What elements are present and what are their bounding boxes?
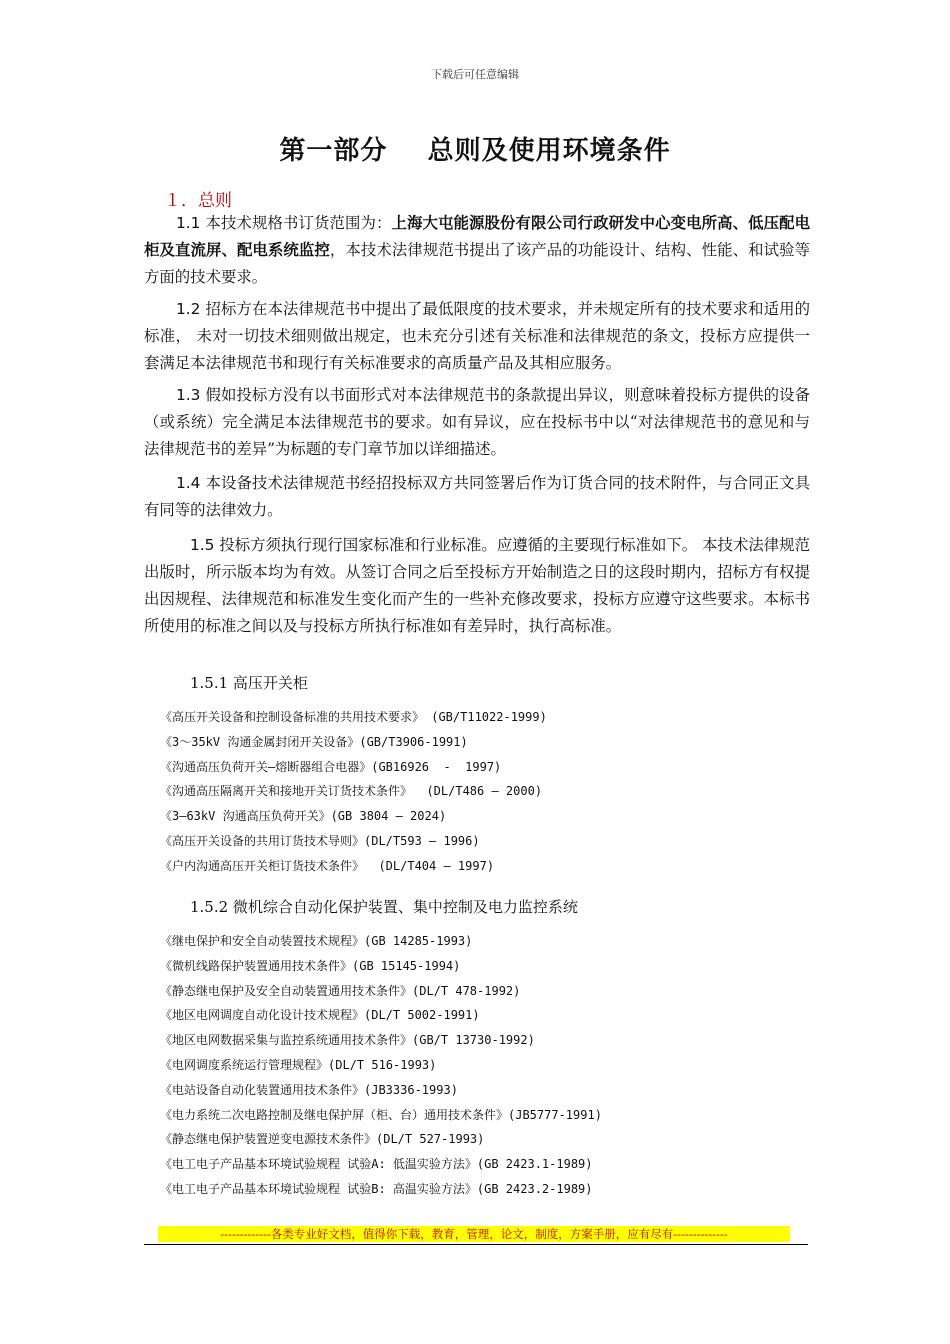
standard-item: 《沟通高压负荷开关—熔断器组合电器》(GB16926 - 1997)	[160, 759, 502, 774]
standard-item: 《高压开关设备的共用订货技术导则》(DL/T593 — 1996)	[160, 833, 480, 848]
subheading-1-5-2: 1.5.2 微机综合自动化保护装置、集中控制及电力监控系统	[190, 898, 578, 916]
clause-number: 1.2	[176, 300, 201, 318]
clause-number: 1.1	[176, 214, 201, 232]
standard-item: 《微机线路保护装置通用技术条件》(GB 15145-1994)	[160, 958, 461, 973]
clause-text: 投标方须执行现行国家标准和行业标准。应遵循的主要现行标准如下。 本技术法律规范出版时，所示版本均为有效。从签订合同之后至投标方开始制造之日的这段时期内，招标方有权提出因规程、法律规范和标准发生变化而产生的一些补充修改要求，投标方应遵守这些要求。本标书所使用的标准之间以及与投标方所执行标准如有差异时，执行高标准。	[144, 536, 810, 635]
subheading-1-5-1: 1.5.1 高压开关柜	[190, 674, 308, 692]
clause-number: 1.5	[190, 536, 215, 554]
standard-item: 《高压开关设备和控制设备标准的共用技术要求》 (GB/T11022-1999)	[160, 710, 547, 724]
standard-item: 《电站设备自动化装置通用技术条件》(JB3336-1993)	[160, 1082, 458, 1097]
page-title: 第一部分 总则及使用环境条件	[279, 136, 671, 166]
standard-item: 《继电保护和安全自动装置技术规程》(GB 14285-1993)	[160, 934, 473, 948]
section-heading-general: １．总则	[164, 191, 232, 211]
clause-text: 假如投标方没有以书面形式对本法律规范书的条款提出异议，则意味着投标方提供的设备（或系统）完全满足本法律规范书的要求。如有异议，应在投标书中以“对法律规范书的意见和与法律规范书的差异”为标题的专门章节加以详细描述。	[144, 386, 810, 458]
clause-text: ，本技术法律规范书提出了该产品的功能设计、结构、性能、和试验等方面的技术要求。	[144, 241, 810, 286]
standard-item: 《户内沟通高压开关柜订货技术条件》 (DL/T404 — 1997)	[160, 858, 495, 873]
standard-item: 《静态继电保护装置逆变电源技术条件》(DL/T 527-1993)	[160, 1132, 485, 1147]
clause-number: 1.4	[176, 474, 201, 492]
clause-text: 招标方在本法律规范书中提出了最低限度的技术要求，并未规定所有的技术要求和适用的标准， 未对一切技术细则做出规定，也未充分引述有关标准和法律规范的条文，投标方应提供一套满足本法律规范书和现行有关标准要求的高质量产品及其相应服务。	[144, 300, 810, 372]
paragraph-1-1	[144, 210, 810, 291]
clause-bold-text: 上海大屯能源股份有限公司行政研发中心变电所高、低压配电柜及直流屏、配电系统监控	[144, 214, 810, 259]
paragraph-1-5	[144, 532, 810, 640]
standards-list-high-voltage	[160, 705, 547, 879]
standard-item: 《电工电子产品基本环境试验规程 试验A: 低温实验方法》(GB 2423.1-1989)	[160, 1157, 593, 1172]
standards-list-protection	[160, 929, 602, 1202]
standard-item: 《静态继电保护及安全自动装置通用技术条件》(DL/T 478-1992)	[160, 983, 521, 998]
standard-item: 《电工电子产品基本环境试验规程 试验B: 高温实验方法》(GB 2423.2-1989)	[160, 1181, 593, 1196]
paragraph-1-2	[144, 296, 810, 377]
standard-item: 《3—63kV 沟通高压负荷开关》(GB 3804 — 2024)	[160, 809, 447, 824]
standard-item: 《地区电网调度自动化设计技术规程》(DL/T 5002-1991)	[160, 1008, 480, 1023]
paragraph-1-4	[144, 470, 810, 524]
footer-banner: -------------各类专业好文档，值得你下载，教育，管理，论文，制度，方案手册，应有尽有--------------	[158, 1226, 790, 1242]
standard-item: 《地区电网数据采集与监控系统通用技术条件》(GB/T 13730-1992)	[160, 1033, 535, 1048]
standard-item: 《电力系统二次电路控制及继电保护屏（柜、台）通用技术条件》(JB5777-1991)	[160, 1107, 602, 1122]
paragraph-1-3	[144, 382, 810, 463]
clause-number: 1.3	[176, 386, 201, 404]
standard-item: 《沟通高压隔离开关和接地开关订货技术条件》 (DL/T486 — 2000)	[160, 784, 543, 799]
standard-item: 《3～35kV 沟通金属封闭开关设备》(GB/T3906-1991)	[160, 734, 468, 749]
clause-text: 本技术规格书订货范围为：	[200, 214, 392, 232]
clause-text: 本设备技术法律规范书经招投标双方共同签署后作为订货合同的技术附件，与合同正文具有同等的法律效力。	[144, 474, 810, 519]
header-note: 下载后可任意编辑	[431, 68, 519, 81]
standard-item: 《电网调度系统运行管理规程》(DL/T 516-1993)	[160, 1057, 437, 1072]
footer-divider	[144, 1244, 808, 1245]
